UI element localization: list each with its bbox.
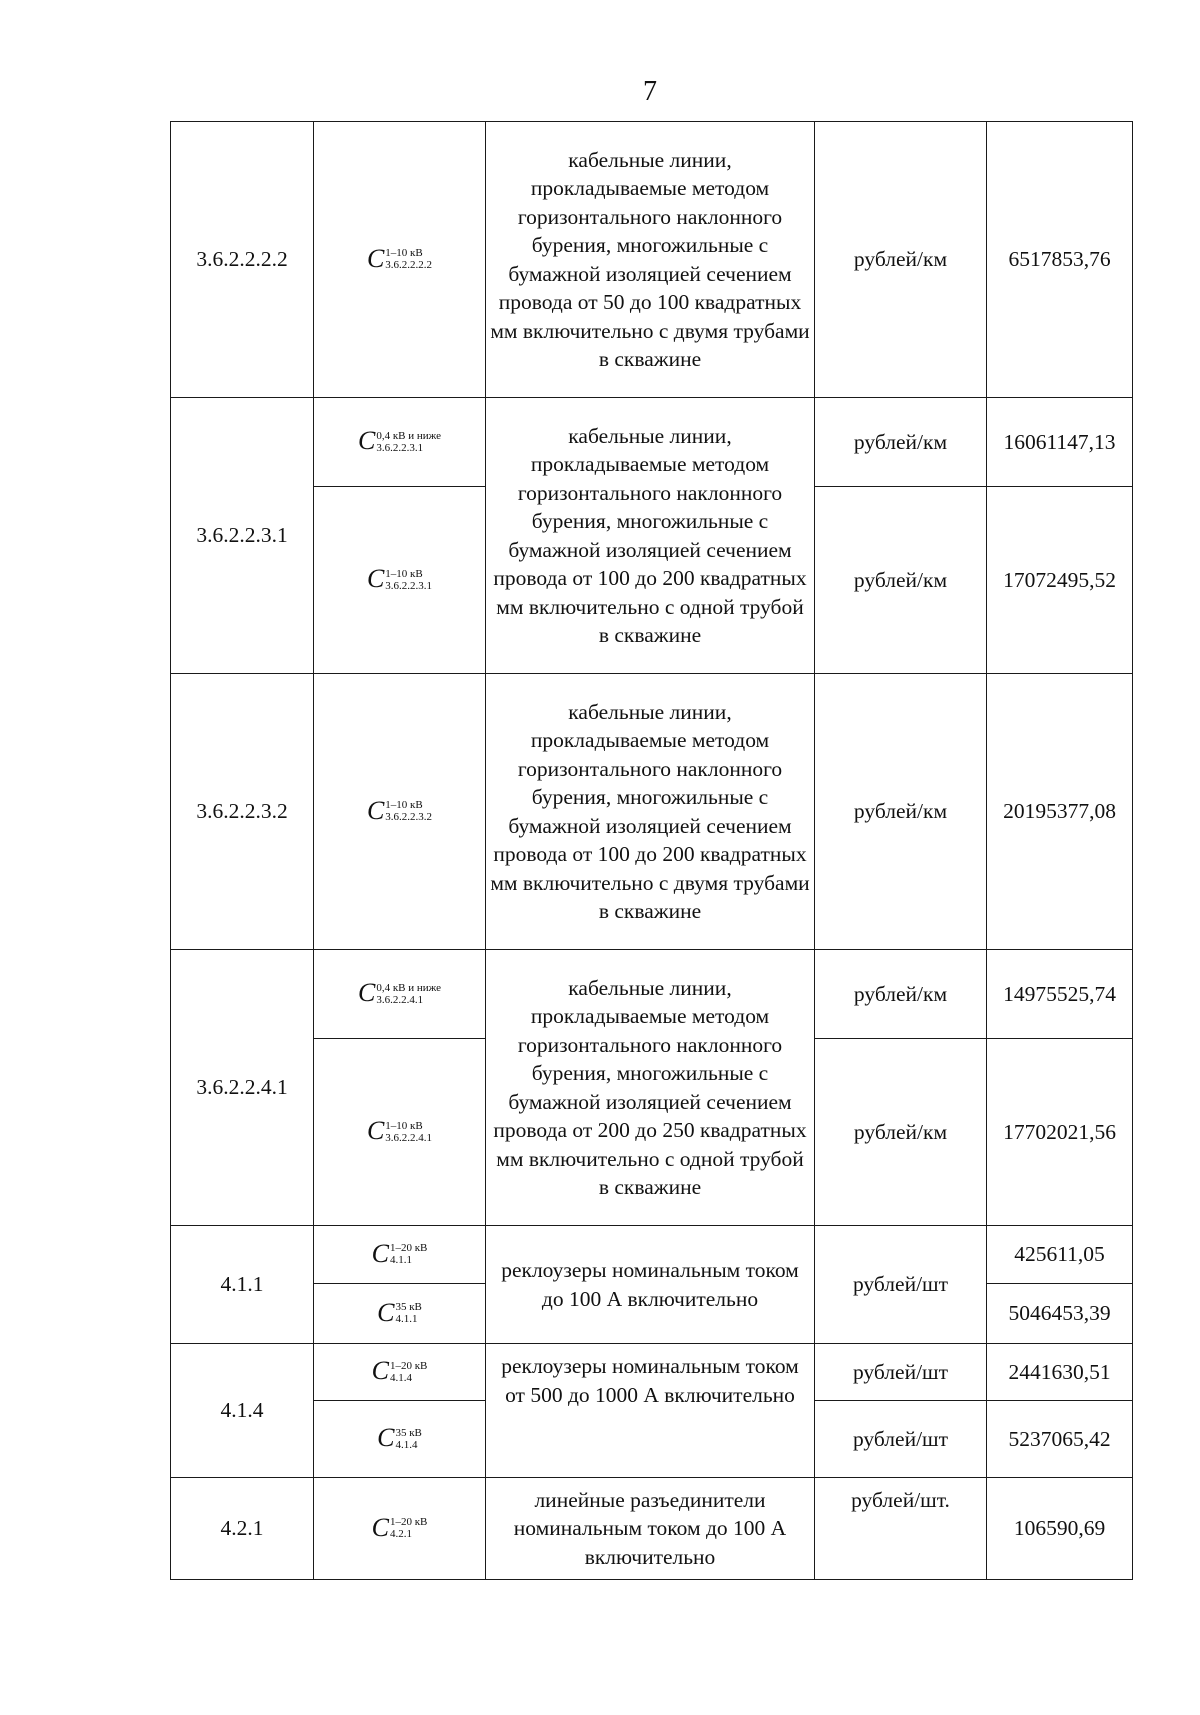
rate-symbol — [314, 1226, 486, 1284]
index-subscript: 4.1.1 — [395, 1313, 418, 1325]
rate-symbol — [314, 950, 486, 1039]
symbol-letter: C — [366, 243, 385, 273]
table-row — [171, 122, 1133, 398]
index-subscript: 3.6.2.2.2.2 — [385, 259, 433, 271]
row-value: 16061147,13 — [987, 398, 1133, 487]
row-value: 106590,69 — [987, 1478, 1133, 1580]
voltage-superscript: 1–20 кВ — [389, 1516, 428, 1528]
index-subscript: 4.2.1 — [389, 1528, 412, 1540]
rate-symbol — [314, 1039, 486, 1226]
index-subscript: 3.6.2.2.4.1 — [385, 1131, 433, 1144]
voltage-superscript: 1–20 кВ — [389, 1242, 428, 1254]
index-subscript: 4.1.4 — [395, 1438, 418, 1451]
index-subscript: 4.1.4 — [389, 1371, 412, 1384]
row-unit: рублей/км — [815, 1039, 987, 1226]
symbol-letter: C — [371, 1356, 389, 1386]
voltage-superscript: 1–20 кВ — [389, 1359, 428, 1372]
row-value: 6517853,76 — [987, 122, 1133, 398]
rate-symbol — [314, 1344, 486, 1401]
table-row — [171, 398, 1133, 487]
symbol-letter: C — [371, 1238, 389, 1268]
row-code: 4.1.4 — [171, 1344, 314, 1478]
voltage-superscript: 35 кВ — [395, 1301, 422, 1313]
rate-symbol — [314, 674, 486, 950]
row-description: реклоузеры номинальным током от 500 до 1000 А включительно — [486, 1344, 815, 1478]
row-code: 4.2.1 — [171, 1478, 314, 1580]
rate-symbol — [314, 398, 486, 487]
table-row — [171, 1226, 1133, 1284]
row-description: кабельные линии, прокладываемые методом горизонтального наклонного бурения, многожильные с бумажной изоляцией сечением провода от 100 до 200 квадратных мм включительно с двумя трубами в скважине — [486, 674, 815, 950]
row-code: 3.6.2.2.4.1 — [171, 950, 314, 1226]
row-code: 3.6.2.2.3.1 — [171, 398, 314, 674]
page-number: 7 — [643, 76, 657, 107]
symbol-letter: C — [377, 1423, 395, 1453]
index-subscript: 3.6.2.2.3.1 — [376, 441, 424, 454]
row-unit: рублей/км — [815, 122, 987, 398]
voltage-superscript: 35 кВ — [395, 1426, 422, 1439]
row-description: кабельные линии, прокладываемые методом горизонтального наклонного бурения, многожильные с бумажной изоляцией сечением провода от 50 до 100 квадратных мм включительно с двумя трубами в скважине — [486, 122, 815, 398]
voltage-superscript: 1–10 кВ — [385, 799, 423, 811]
rate-symbol — [314, 1401, 486, 1478]
row-unit: рублей/шт — [815, 1401, 987, 1478]
rate-symbol — [314, 1284, 486, 1344]
row-value: 425611,05 — [987, 1226, 1133, 1284]
voltage-superscript: 1–10 кВ — [385, 567, 423, 580]
row-unit: рублей/км — [815, 398, 987, 487]
row-unit: рублей/шт. — [815, 1478, 987, 1580]
tariff-table — [170, 121, 1133, 1580]
symbol-letter: C — [371, 1512, 389, 1542]
symbol-letter: C — [357, 426, 376, 456]
row-unit: рублей/км — [815, 950, 987, 1039]
row-description: кабельные линии, прокладываемые методом горизонтального наклонного бурения, многожильные с бумажной изоляцией сечением провода от 100 до 200 квадратных мм включительно с одной трубой в скважине — [486, 398, 815, 674]
index-subscript: 3.6.2.2.3.2 — [385, 811, 433, 823]
row-value: 5046453,39 — [987, 1284, 1133, 1344]
index-subscript: 4.1.1 — [389, 1254, 412, 1266]
voltage-superscript: 1–10 кВ — [385, 1119, 423, 1132]
index-subscript: 3.6.2.2.3.1 — [385, 579, 433, 592]
row-value: 5237065,42 — [987, 1401, 1133, 1478]
row-description: линейные разъединители номинальным током до 100 А включительно — [486, 1478, 815, 1580]
symbol-letter: C — [357, 978, 376, 1008]
table-row — [171, 950, 1133, 1039]
row-value: 17072495,52 — [987, 487, 1133, 674]
row-code: 3.6.2.2.3.2 — [171, 674, 314, 950]
symbol-letter: C — [366, 1116, 385, 1146]
symbol-letter: C — [366, 795, 385, 825]
voltage-superscript: 1–10 кВ — [385, 247, 423, 259]
row-value: 2441630,51 — [987, 1344, 1133, 1401]
voltage-superscript: 0,4 кВ и ниже — [376, 981, 442, 994]
rate-symbol — [314, 122, 486, 398]
table-row — [171, 1344, 1133, 1401]
rate-symbol — [314, 487, 486, 674]
voltage-superscript: 0,4 кВ и ниже — [376, 429, 442, 442]
row-code: 4.1.1 — [171, 1226, 314, 1344]
table-row — [171, 1478, 1133, 1580]
row-code: 3.6.2.2.2.2 — [171, 122, 314, 398]
row-unit: рублей/км — [815, 487, 987, 674]
row-value: 14975525,74 — [987, 950, 1133, 1039]
row-description: кабельные линии, прокладываемые методом горизонтального наклонного бурения, многожильные с бумажной изоляцией сечением провода от 200 до 250 квадратных мм включительно с одной трубой в скважине — [486, 950, 815, 1226]
row-unit: рублей/км — [815, 674, 987, 950]
row-value: 17702021,56 — [987, 1039, 1133, 1226]
index-subscript: 3.6.2.2.4.1 — [376, 993, 424, 1006]
row-value: 20195377,08 — [987, 674, 1133, 950]
row-unit: рублей/шт — [815, 1344, 987, 1401]
symbol-letter: C — [377, 1297, 395, 1327]
symbol-letter: C — [366, 564, 385, 594]
row-description: реклоузеры номинальным током до 100 А включительно — [486, 1226, 815, 1344]
rate-symbol — [314, 1478, 486, 1580]
row-unit: рублей/шт — [815, 1226, 987, 1344]
table-row — [171, 674, 1133, 950]
